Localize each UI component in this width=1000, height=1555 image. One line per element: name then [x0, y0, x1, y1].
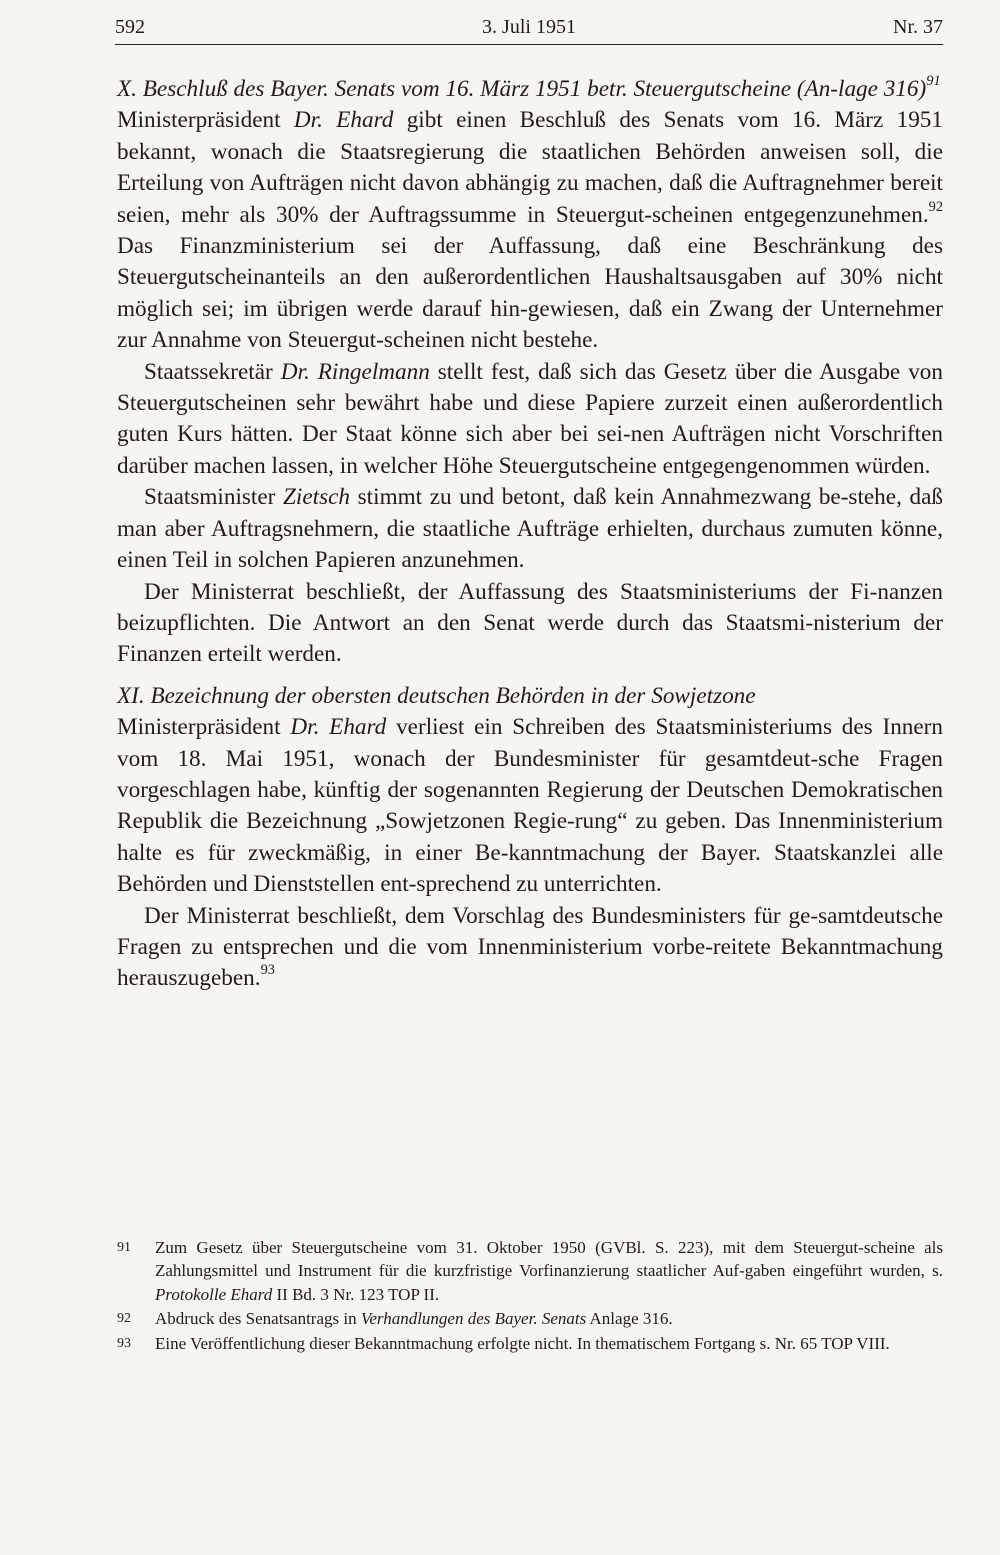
person-name: Dr. Ehard — [290, 714, 387, 741]
text-run: Staatsminister — [144, 484, 284, 511]
text-run: Abdruck des Senatsantrags in — [155, 1309, 361, 1329]
person-name: Zietsch — [283, 484, 351, 511]
footnote-ref-93: 93 — [260, 962, 275, 979]
footnote-number: 91 — [117, 1240, 131, 1255]
running-header — [115, 14, 943, 45]
paragraph — [117, 357, 943, 483]
section-heading-x-text: X. Beschluß des Bayer. Senats vom 16. März 1951 betr. Steuergutscheine (An-lage 316) — [117, 76, 927, 102]
footnote-number: 92 — [117, 1311, 131, 1327]
text-run: Das Finanzministerium sei der Auffassung, daß eine Beschränkung des Steuergutscheinanteils an den außerordentlichen Haushaltsausgaben auf 30% nicht möglich sei; im übrigen werde darauf hin-gewiesen, daß ein Zwang der Unternehmer zur Annahme von Steuergut-scheinen nicht bestehe. — [117, 233, 943, 354]
footnote-number: 93 — [117, 1335, 131, 1351]
text-run: Eine Veröffentlichung dieser Bekanntmachung erfolgte nicht. In thematischem Fortgang s. Nr. 65 TOP VIII. — [155, 1333, 890, 1353]
header-date: 3. Juli 1951 — [482, 16, 576, 38]
footnote-ref-92: 92 — [928, 198, 943, 215]
text-run: stimmt zu und betont, daß kein Annahmezwang be-stehe, daß man aber Auftragsnehmern, die staatliche Aufträge erhielten, durchaus zumuten könne, einen Teil in solchen Papieren anzunehmen. — [117, 484, 943, 574]
text-run: Ministerpräsident — [117, 107, 294, 134]
header-issue-number: Nr. 37 — [893, 16, 943, 38]
source-title: Protokolle Ehard — [155, 1284, 273, 1304]
text-run: Ministerpräsident — [117, 714, 291, 741]
section-heading-x — [117, 74, 943, 105]
text-run: Staatssekretär — [144, 358, 281, 385]
text-run: Anlage 316. — [586, 1309, 673, 1329]
section-heading-xi: XI. Bezeichnung der obersten deutschen Behörden in der Sowjetzone — [117, 682, 756, 709]
footnote — [117, 1307, 943, 1330]
paragraph — [117, 901, 943, 995]
source-title: Verhandlungen des Bayer. Senats — [360, 1309, 587, 1329]
person-name: Dr. Ehard — [293, 107, 394, 134]
person-name: Dr. Ringelmann — [280, 358, 430, 385]
text-run: verliest ein Schreiben des Staatsministeriums des Innern vom 18. Mai 1951, wonach der Bundesminister für gesamtdeut-sche Fragen vorgeschlagen habe, künftig der sogenannten Regierung der Deutschen Demokratischen Republik die Bezeichnung „Sowjetzonen Regie-rung“ zu geben. Das Innenministerium halte es für zweckmäßig, in einer Be-kanntmachung der Bayer. Staatskanzlei alle Behörden und Dienststellen ent-sprechend zu unterrichten. — [117, 714, 943, 898]
body-text — [117, 74, 943, 995]
text-run: stellt fest, daß sich das Gesetz über die Ausgabe von Steuergutscheinen sehr bewährt habe und diese Papiere zurzeit einen außerordentlich guten Kurs hätten. Der Staat könne sich aber bei sei-nen Aufträgen nicht Vorschriften darüber machen lassen, in welcher Höhe Steuergutscheine entgegengenommen würden. — [117, 358, 943, 479]
paragraph — [117, 712, 943, 900]
text-run: Zum Gesetz über Steuergutscheine vom 31. Oktober 1950 (GVBl. S. 223), mit dem Steuergut-scheine als Zahlungsmittel und Instrument für die kurzfristige Vorfinanzierung staatlicher Auf-gaben eingeführt wurden, s. — [155, 1238, 943, 1281]
page-number: 592 — [115, 16, 145, 38]
paragraph: Der Ministerrat beschließt, der Auffassung des Staatsministeriums der Fi-nanzen beizupflichten. Die Antwort an den Senat werde durch das Staatsmi-nisterium der Finanzen erteilt werden. — [117, 578, 943, 668]
paragraph — [117, 482, 943, 576]
text-run: Der Ministerrat beschließt, dem Vorschlag des Bundesministers für ge-samtdeutsche Fragen zu entsprechen und die vom Innenministerium vorbe-reitete Bekanntmachung herauszugeben. — [117, 902, 943, 992]
paragraph — [117, 105, 943, 356]
footnote — [117, 1332, 943, 1355]
footnotes — [117, 1236, 943, 1356]
footnote-ref-91: 91 — [926, 73, 941, 90]
text-run: gibt einen Beschluß des Senats vom 16. März 1951 bekannt, wonach die Staatsregierung die staatlichen Behörden anweisen soll, die Erteilung von Aufträgen nicht davon abhängig zu machen, daß die Auftragnehmer bereit seien, mehr als 30% der Auftragssumme in Steuergut-scheinen entgegenzunehmen. — [117, 107, 943, 228]
footnote — [117, 1236, 943, 1306]
text-run: II Bd. 3 Nr. 123 TOP II. — [272, 1284, 440, 1304]
